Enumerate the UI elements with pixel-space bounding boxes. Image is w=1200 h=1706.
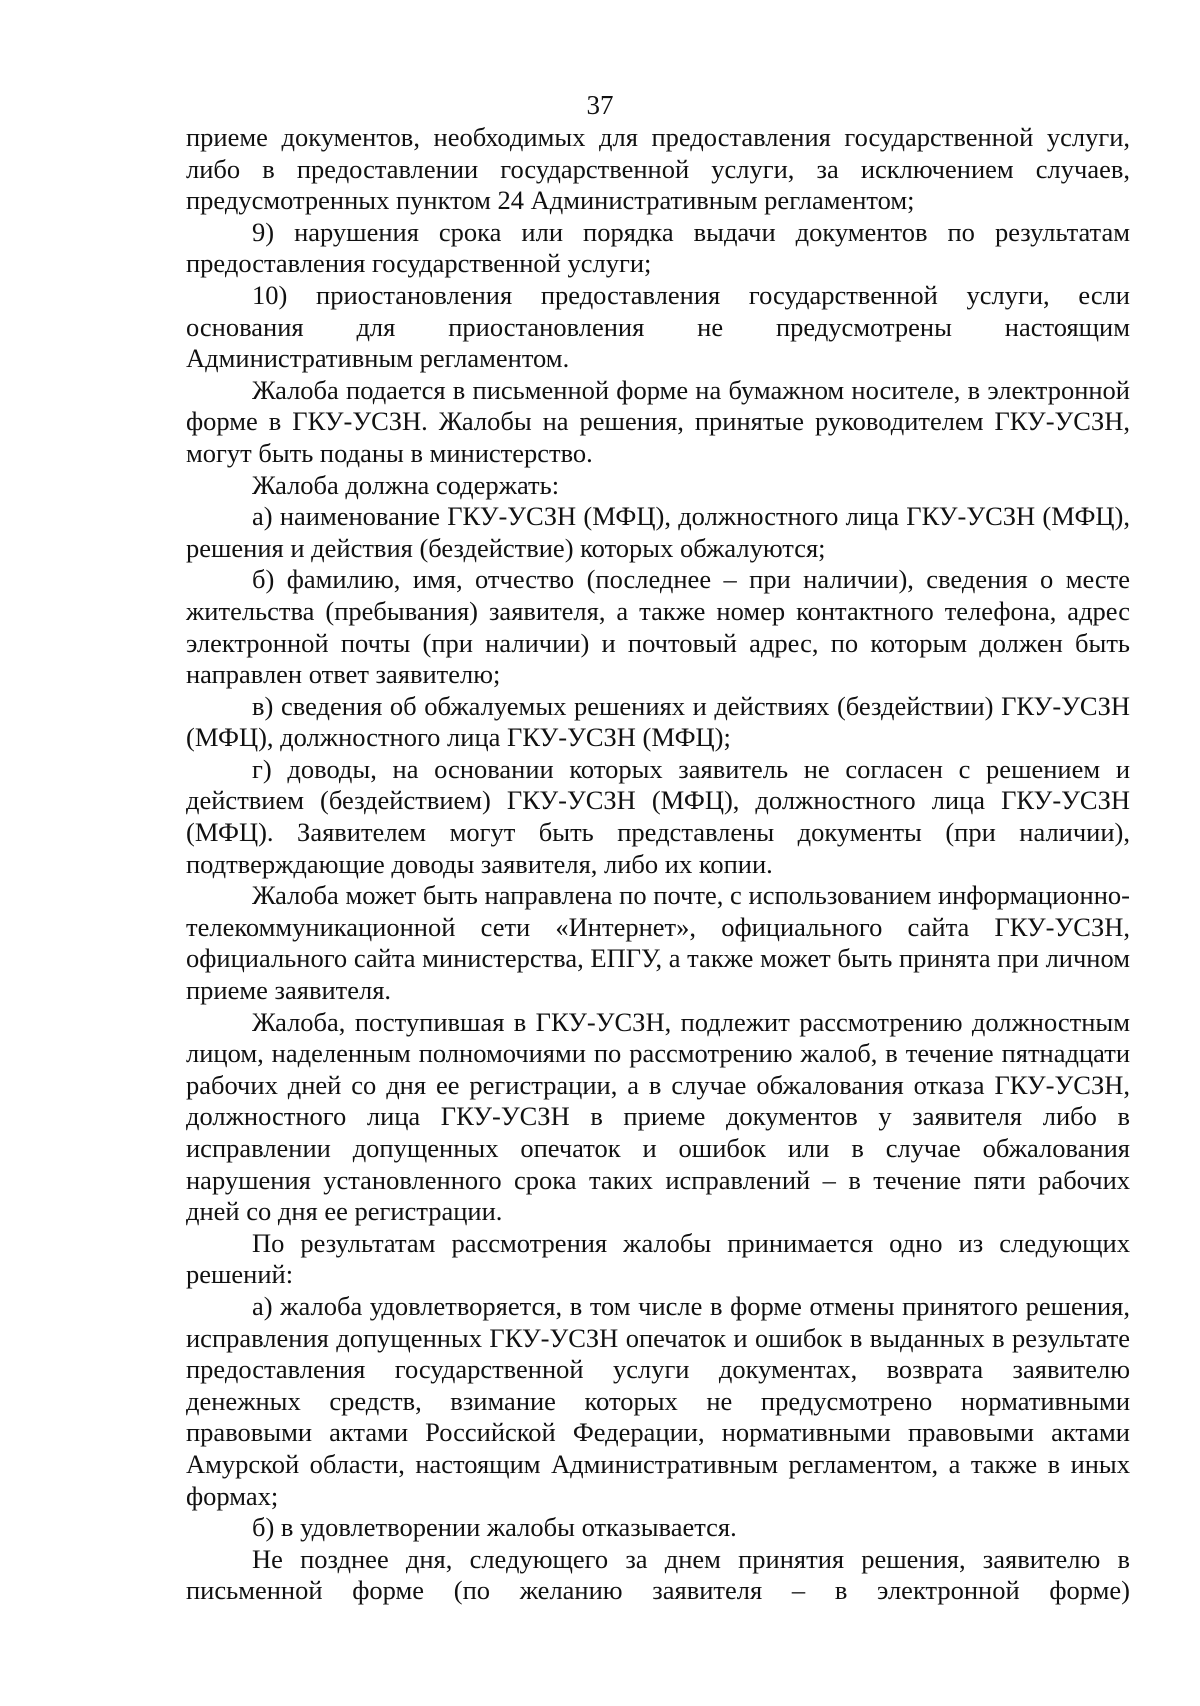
paragraph-complaint-form: Жалоба подается в письменной форме на бумажном носителе, в электронной форме в ГКУ-УСЗН. Жалобы на решения, принятые руководителем ГКУ-УСЗН, могут быть поданы в министерство.	[186, 374, 1130, 468]
page-number: 37	[586, 90, 614, 120]
paragraph-item-g: г) доводы, на основании которых заявитель не согласен с решением и действием (бездействием) ГКУ-УСЗН (МФЦ), должностного лица ГКУ-УСЗН (МФЦ). Заявителем могут быть представлены документы (при наличии), подтверждающие доводы заявителя, либо их копии.	[186, 753, 1130, 879]
paragraph-item-10: 10) приостановления предоставления государственной услуги, если основания для приостановления не предусмотрены настоящим Административным регламентом.	[186, 279, 1130, 374]
paragraph-review-results: По результатам рассмотрения жалобы принимается одно из следующих решений:	[186, 1227, 1130, 1290]
document-body	[186, 122, 1130, 1607]
paragraph-item-a: а) наименование ГКУ-УСЗН (МФЦ), должностного лица ГКУ-УСЗН (МФЦ), решения и действия (бездействие) которых обжалуются;	[186, 501, 1130, 563]
paragraph-complaint-contents-heading: Жалоба должна содержать:	[252, 469, 560, 500]
paragraph-item-9: 9) нарушения срока или порядка выдачи документов по результатам предоставления государственной услуги;	[186, 216, 1130, 279]
paragraph-submission-channels: Жалоба может быть направлена по почте, с использованием информационно-телекоммуникационной сети «Интернет», официального сайта ГКУ-УСЗН, официального сайта министерства, ЕПГУ, а также может быть принята при личном приеме заявителя.	[186, 880, 1130, 1006]
paragraph-result-b: б) в удовлетворении жалобы отказывается.	[252, 1512, 737, 1543]
paragraph-notification: Не позднее дня, следующего за днем принятия решения, заявителю в письменной форме (по желанию заявителя – в электронной форме)	[186, 1543, 1130, 1606]
paragraph-item-v: в) сведения об обжалуемых решениях и действиях (бездействии) ГКУ-УСЗН (МФЦ), должностного лица ГКУ-УСЗН (МФЦ);	[186, 690, 1130, 753]
paragraph-review-terms: Жалоба, поступившая в ГКУ-УСЗН, подлежит рассмотрению должностным лицом, наделенным полномочиями по рассмотрению жалоб, в течение пятнадцати рабочих дней со дня ее регистрации, а в случае обжалования отказа ГКУ-УСЗН, должностного лица ГКУ-УСЗН в приеме документов у заявителя либо в исправлении допущенных опечаток и ошибок или в случае обжалования нарушения установленного срока таких исправлений – в течение пяти рабочих дней со дня ее регистрации.	[186, 1006, 1130, 1227]
paragraph-item-b: б) фамилию, имя, отчество (последнее – при наличии), сведения о месте жительства (пребывания) заявителя, а также номер контактного телефона, адрес электронной почты (при наличии) и почтовый адрес, по которым должен быть направлен ответ заявителю;	[186, 564, 1130, 690]
paragraph-result-a: а) жалоба удовлетворяется, в том числе в форме отмены принятого решения, исправления допущенных ГКУ-УСЗН опечаток и ошибок в выданных в результате предоставления государственной услуги документах, возврата заявителю денежных средств, взимание которых не предусмотрено нормативными правовыми актами Российской Федерации, нормативными правовыми актами Амурской области, настоящим Административным регламентом, а также в иных формах;	[186, 1290, 1130, 1511]
paragraph-continuation: приеме документов, необходимых для предоставления государственной услуги, либо в предоставлении государственной услуги, за исключением случаев, предусмотренных пунктом 24 Административным регламентом;	[186, 122, 1130, 216]
